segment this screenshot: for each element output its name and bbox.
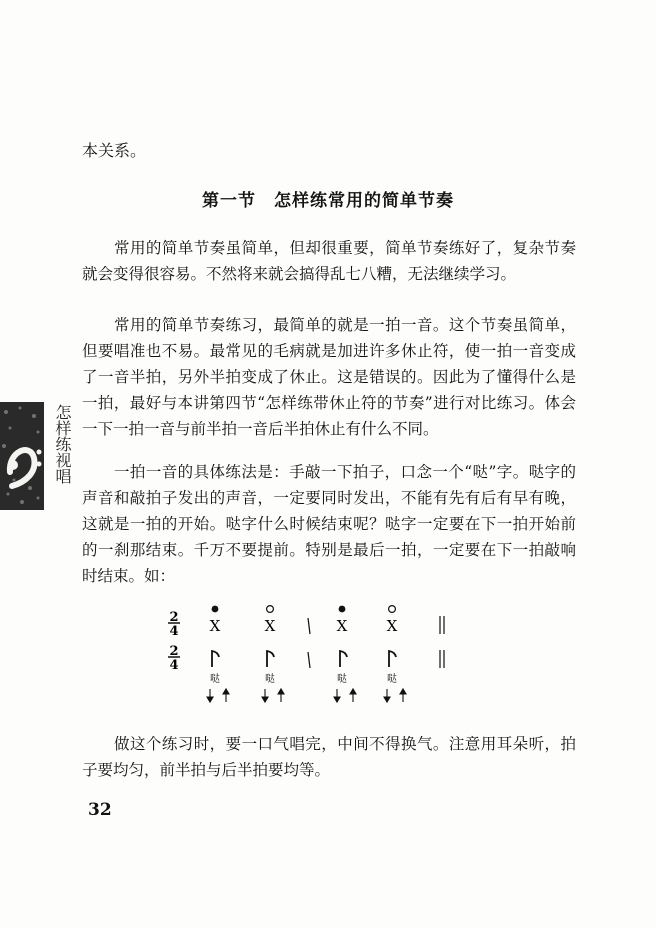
side-tab-label: 怎样练视唱 xyxy=(53,404,72,484)
beat-mark-1: X xyxy=(209,617,221,635)
bar-line xyxy=(308,652,310,668)
time-signature-bottom-2: 4 xyxy=(169,658,179,673)
beat-mark-2: X xyxy=(264,617,276,635)
section-title: 第一节 怎样练常用的简单节奏 xyxy=(202,191,454,211)
page-number: 32 xyxy=(88,800,112,820)
paragraph-1: 常用的简单节奏虽简单，但却很重要，简单节奏练好了，复杂节奏就会变得很容易。不然将来就会搞得乱七八糟，无法继续学习。 xyxy=(82,239,576,283)
side-tab xyxy=(0,402,80,510)
syllable-2: 哒 xyxy=(265,674,275,685)
notation-row-1 xyxy=(168,606,444,639)
arrow-up-icon xyxy=(223,689,229,702)
beat-arrows xyxy=(207,689,406,702)
time-signature-top-1: 2 xyxy=(169,610,179,625)
beat-dot-open xyxy=(389,606,396,613)
lead-text: 本关系。 xyxy=(82,141,147,160)
arrow-up-icon xyxy=(278,689,284,702)
paragraph-3: 一拍一音的具体练法是：手敲一下拍子，口念一个“哒”字。哒字的声音和敲拍子发出的声音，一定要同时发出，不能有先有后有早有晚，这就是一拍的开始。哒字什么时候结束呢？哒字一定要在下一拍开始前的一刹那结束。千万不要提前。特别是最后一拍，一定要在下一拍敲响时结束。如： xyxy=(82,463,576,585)
beat-dot-open xyxy=(267,606,274,613)
syllable-3: 哒 xyxy=(337,674,347,685)
beat-dot-filled xyxy=(339,606,346,613)
arrow-up-icon xyxy=(350,689,356,702)
paragraph-2: 常用的简单节奏练习，最简单的就是一拍一音。这个节奏虽简单，但要唱准也不易。最常见的毛病就是加进许多休止符，使一拍一音变成了一音半拍，另外半拍变成了休止。这是错误的。因此为了懂得什么是一拍，最好与本讲第四节“怎样练带休止符的节奏”进行对比练习。体会一下一拍一音与前半拍一音后半拍休止有什么不同。 xyxy=(82,316,576,438)
beat-mark-4: X xyxy=(386,617,398,635)
beat-mark-3: X xyxy=(336,617,348,635)
arrow-down-icon xyxy=(334,689,340,702)
time-signature-bottom-1: 4 xyxy=(169,624,179,639)
rhythm-note-2 xyxy=(267,651,274,667)
bass-clef-emblem-icon xyxy=(0,402,44,510)
bar-line xyxy=(308,618,310,634)
beat-dot-filled xyxy=(212,606,219,613)
syllable-4: 哒 xyxy=(387,674,397,685)
syllable-1: 哒 xyxy=(210,674,220,685)
notation-row-2 xyxy=(168,644,444,673)
rhythm-note-3 xyxy=(340,651,347,667)
rhythm-notation xyxy=(160,596,460,706)
rhythm-note-1 xyxy=(212,651,219,667)
arrow-down-icon xyxy=(384,689,390,702)
arrow-down-icon xyxy=(262,689,268,702)
arrow-up-icon xyxy=(400,689,406,702)
rhythm-note-4 xyxy=(389,651,396,667)
arrow-down-icon xyxy=(207,689,213,702)
time-signature-top-2: 2 xyxy=(169,644,179,659)
paragraph-4: 做这个练习时，要一口气唱完，中间不得换气。注意用耳朵听，拍子要均匀，前半拍与后半拍要均等。 xyxy=(82,735,576,779)
